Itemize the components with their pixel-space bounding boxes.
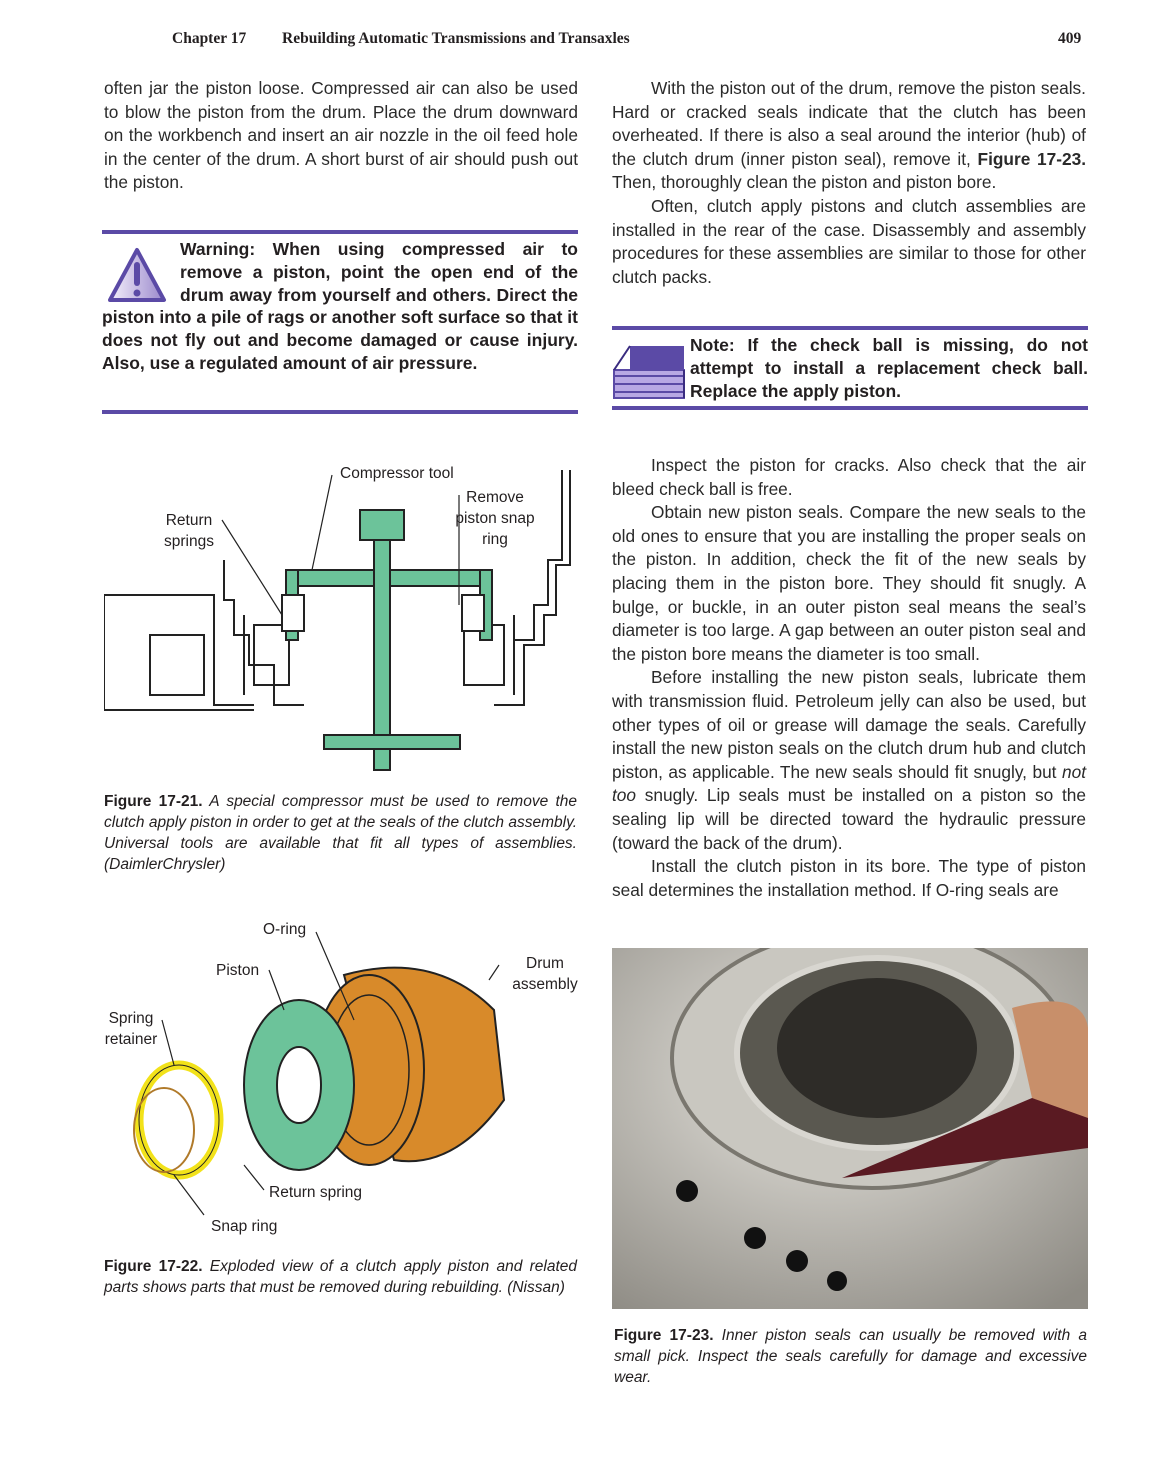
paragraph	[612, 77, 1086, 195]
caption-text: A special compressor must be used to remove the clutch apply piston in order to get at the seals of the clutch assembly. Universal tools are available that fit all types of assemblies. (DaimlerChrysler)	[104, 793, 578, 873]
right-column-lower	[612, 454, 1086, 902]
label-spring-retainer: Spring retainer	[104, 1010, 158, 1048]
figure-caption-17-22	[104, 1256, 577, 1298]
label-o-ring: O-ring	[263, 921, 307, 938]
label-compressor-tool: Compressor tool	[340, 465, 454, 482]
left-column	[104, 77, 578, 195]
figure-number: Figure 17-23.	[614, 1327, 714, 1344]
note-text: Note: If the check ball is missing, do not attempt to install a replacement check ball. Replace the apply piston.	[690, 335, 1088, 401]
right-column	[612, 77, 1086, 289]
toolbox-icon	[612, 342, 686, 402]
page-number: 409	[1058, 30, 1082, 47]
text: With the piston out of the drum, remove the piston seals. Hard or cracked seals indicate that the clutch has been overheated. If there is also a seal around the interior (hub) of the clutch drum (inner piston seal), remove it,	[612, 78, 1086, 169]
paragraph	[612, 666, 1086, 855]
paragraph: Install the clutch piston in its bore. The type of piston seal determines the installation method. If O-ring seals are	[612, 856, 1086, 900]
label-snap-ring: Snap ring	[211, 1218, 278, 1235]
figure-number: Figure 17-22.	[104, 1258, 203, 1275]
label-remove-snap-ring: Remove piston snap ring	[455, 489, 535, 548]
figure-caption-17-21	[104, 791, 577, 875]
caption-text: Inner piston seals can usually be removed with a small pick. Inspect the seals carefully for damage and excessive wear.	[614, 1327, 1087, 1386]
text: Before installing the new piston seals, lubricate them with transmission fluid. Petroleum jelly can also be used, but other types of oil or grease will damage the seals. Carefully install the new piston seals on the clutch drum hub and clutch piston, as applicable. The new seals should fit snugly, but	[612, 667, 1086, 782]
emphasis: not too	[612, 761, 1086, 806]
paragraph: Inspect the piston for cracks. Also check that the air bleed check ball is free.	[612, 455, 1086, 499]
paragraph: Obtain new piston seals. Compare the new seals to the old ones to ensure that you are installing the proper seals on the piston. In addition, check the fit of the new seals by placing them in the piston bore. They should fit snugly. A bulge, or buckle, in an outer piston seal means the seal’s diameter is too large. A gap between an outer piston seal and the piston bore means the diameter is too small.	[612, 502, 1086, 664]
label-return-springs: Return springs	[164, 512, 214, 550]
caption-text: Exploded view of a clutch apply piston and related parts shows parts that must be removed during rebuilding. (Nissan)	[104, 1258, 577, 1296]
note-box	[612, 326, 1088, 410]
figure-caption-17-23	[614, 1325, 1087, 1388]
warning-text: Warning: When using compressed air to remove a piston, point the open end of the drum away from yourself and others. Direct the piston into a pile of rags or another soft surface so that it does not fly out and become damaged or cause injury. Also, use a regulated amount of air pressure.	[102, 239, 578, 373]
chapter-title: Rebuilding Automatic Transmissions and Transaxles	[282, 30, 630, 47]
paragraph: Often, clutch apply pistons and clutch assemblies are installed in the rear of the case. Disassembly and assembly procedures for these assemblies are similar to those for other clutch packs.	[612, 195, 1086, 287]
label-piston: Piston	[216, 962, 260, 979]
clutch-drum-photo	[612, 948, 1088, 1309]
chapter-label: Chapter 17	[172, 30, 247, 47]
label-return-spring: Return spring	[269, 1184, 363, 1201]
text: snugly. Lip seals must be installed on a piston so the sealing lip will be directed toward the hydraulic pressure (toward the back of the drum).	[612, 785, 1086, 853]
text: Then, thoroughly clean the piston and piston bore.	[612, 172, 997, 193]
figure-number: Figure 17-21.	[104, 793, 203, 810]
warning-triangle-icon	[106, 246, 168, 306]
figure-reference: Figure 17-23.	[977, 148, 1086, 169]
label-drum-assembly: Drum assembly	[512, 955, 578, 993]
warning-box	[102, 230, 578, 414]
paragraph: often jar the piston loose. Compressed air can also be used to blow the piston from the drum. Place the drum downward on the workbench and insert an air nozzle in the oil feed hole in the center of the drum. A short burst of air should push out the piston.	[104, 78, 578, 193]
